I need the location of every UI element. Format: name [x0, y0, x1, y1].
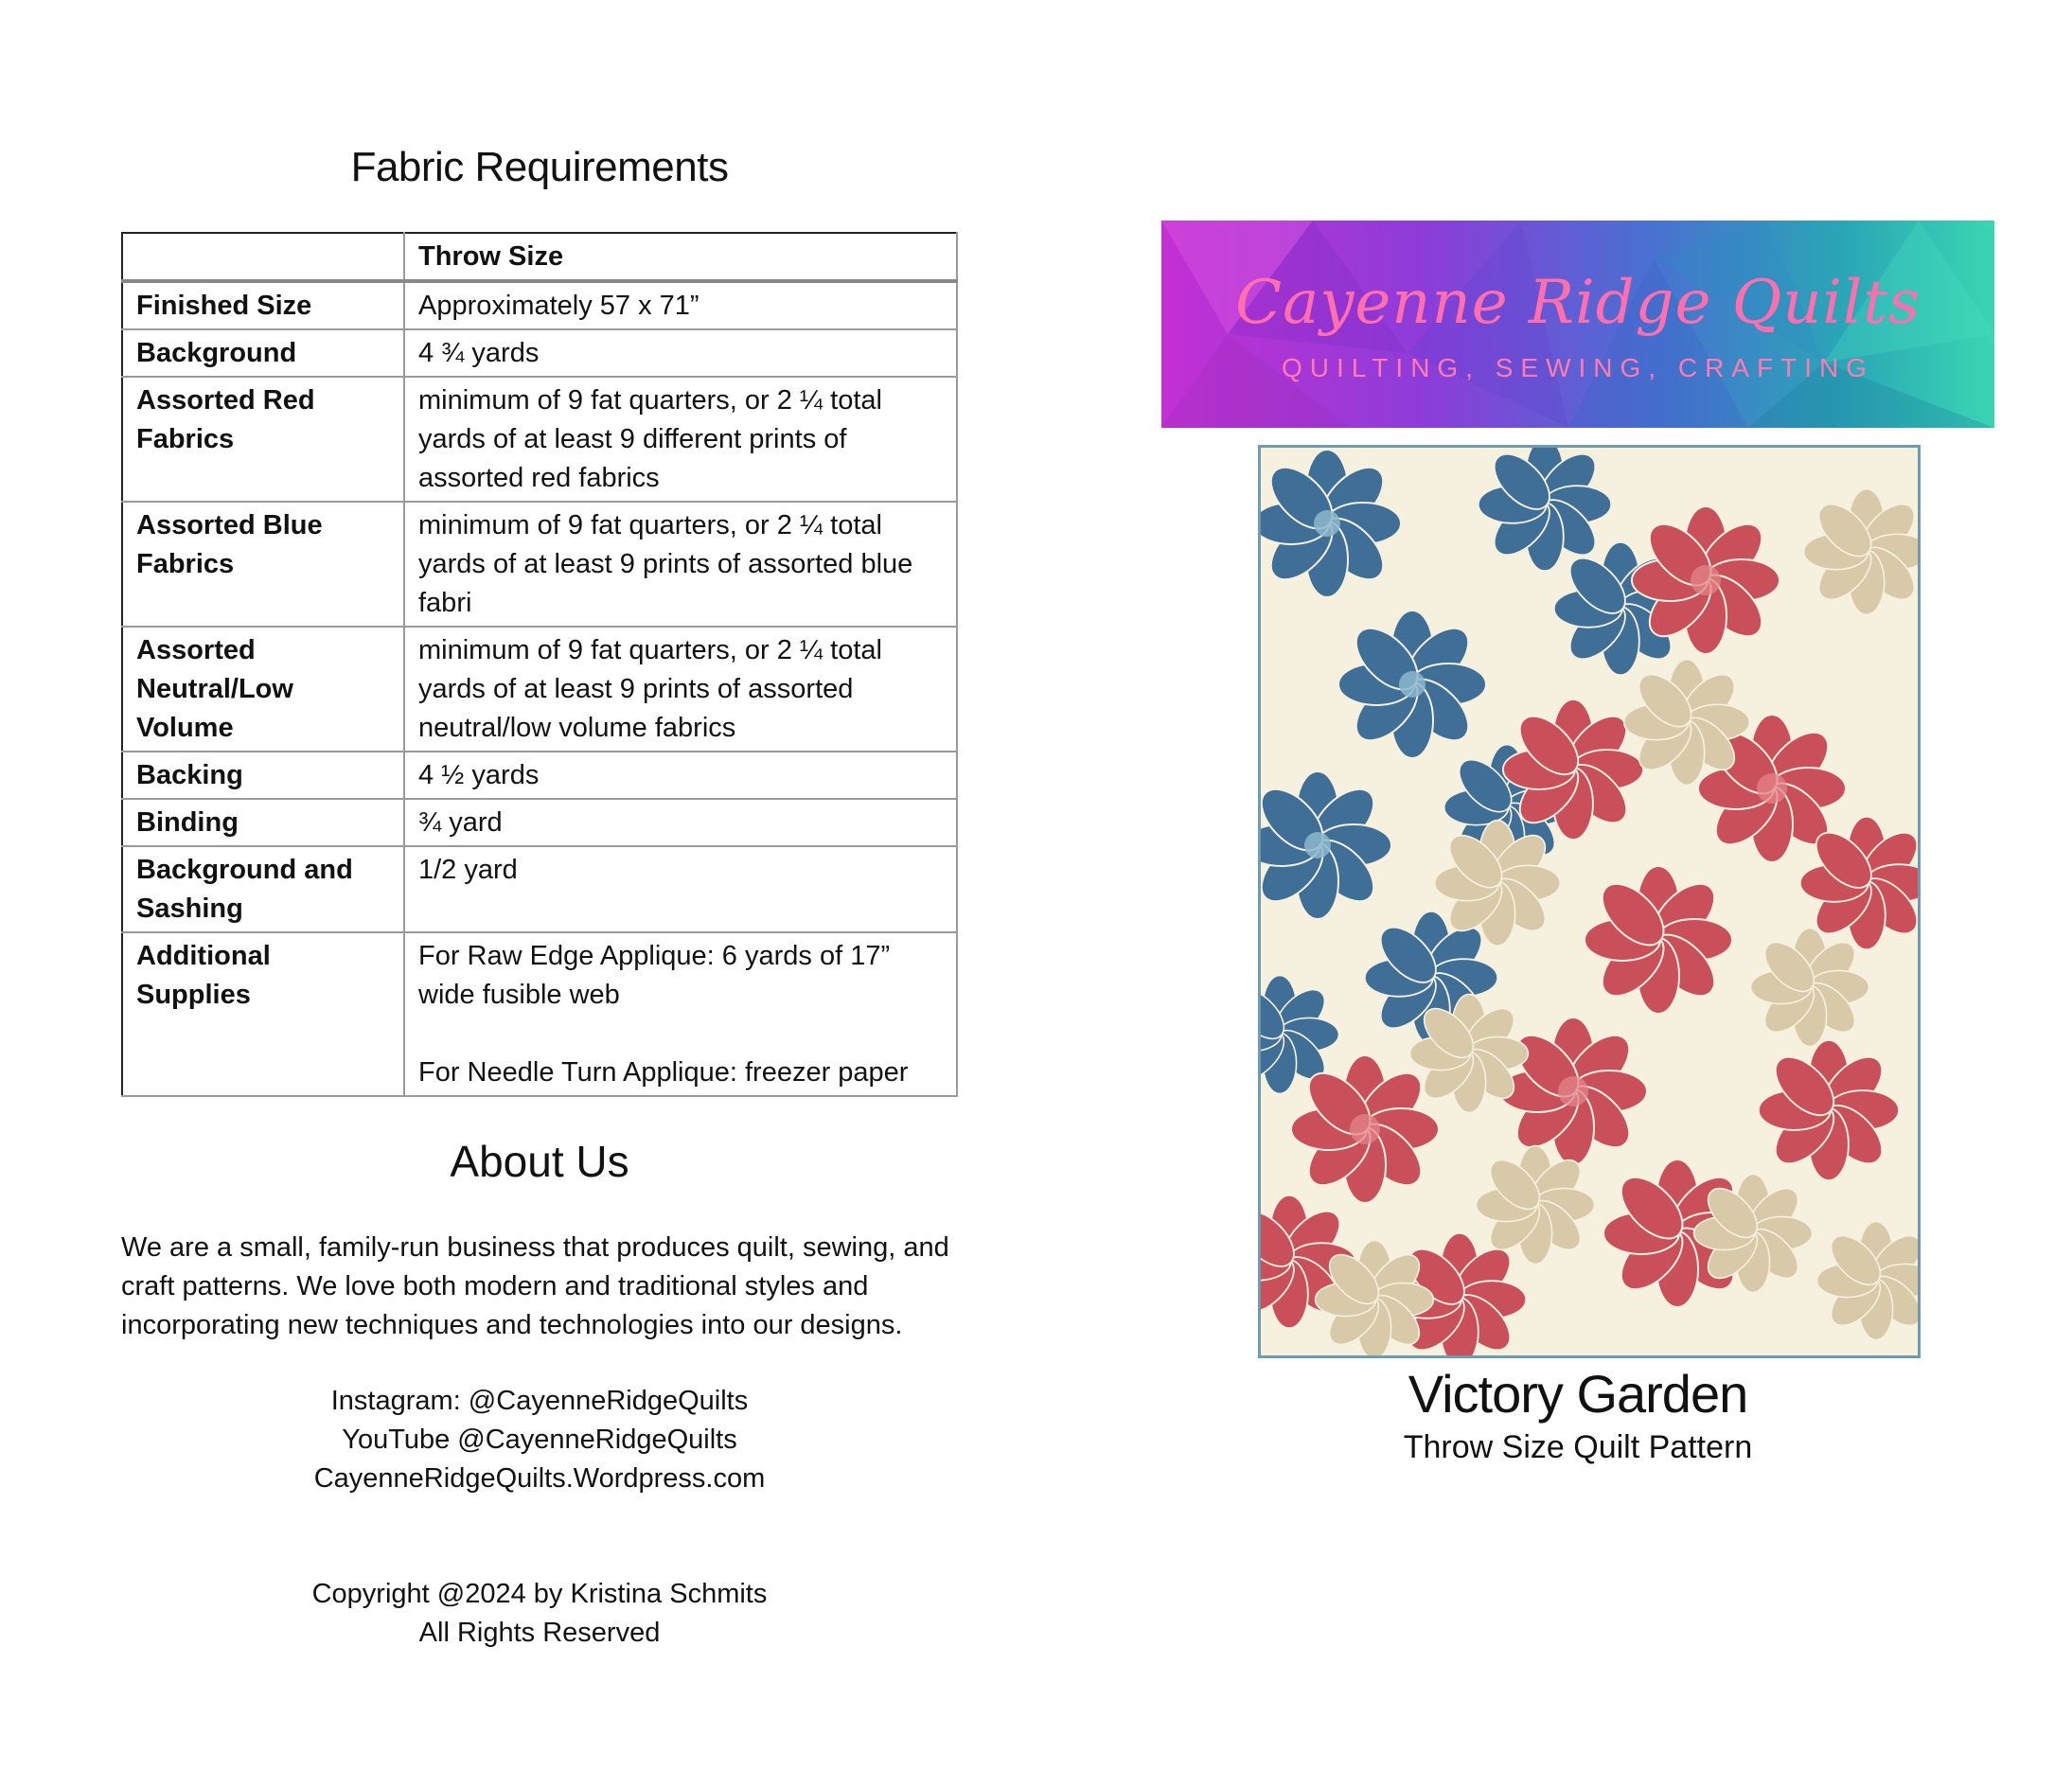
supplies-needle-turn: For Needle Turn Applique: freezer paper: [418, 1057, 909, 1088]
row-value: minimum of 9 fat quarters, or 2 ¼ total yards of at least 9 different prints of assorted red fabrics: [404, 377, 957, 502]
rights-line: All Rights Reserved: [418, 1618, 661, 1648]
table-header-empty: [122, 233, 404, 281]
row-label: Assorted Blue Fabrics: [122, 502, 404, 627]
row-label: Background and Sashing: [122, 846, 404, 932]
fabric-requirements-table: [121, 232, 958, 1097]
pattern-title: Victory Garden: [1408, 1364, 1748, 1424]
row-label: Finished Size: [122, 281, 404, 329]
table-row: [122, 846, 957, 932]
row-value: 4 ¾ yards: [404, 329, 957, 377]
row-label: Assorted Red Fabrics: [122, 377, 404, 502]
supplies-raw-edge: For Raw Edge Applique: 6 yards of 17” wide fusible web: [418, 941, 891, 1010]
row-value: [404, 932, 957, 1096]
table-header-throw-size: Throw Size: [404, 233, 957, 281]
about-us-body: We are a small, family-run business that produces quilt, sewing, and craft patterns. We love both modern and traditional styles and incorporating new techniques and technologies into our designs.: [121, 1232, 949, 1340]
table-row: [122, 752, 957, 799]
pattern-subtitle: Throw Size Quilt Pattern: [1403, 1429, 1753, 1465]
website-link[interactable]: CayenneRidgeQuilts.Wordpress.com: [313, 1463, 766, 1494]
table-row: [122, 502, 957, 627]
instagram-handle: Instagram: @CayenneRidgeQuilts: [330, 1386, 749, 1416]
table-row: [122, 281, 957, 329]
about-us-title: About Us: [450, 1137, 629, 1186]
row-value: minimum of 9 fat quarters, or 2 ¼ total yards of at least 9 prints of assorted blue fabri: [404, 502, 957, 627]
brand-tagline: QUILTING, SEWING, CRAFTING: [1282, 353, 1874, 382]
brand-name: Cayenne Ridge Quilts: [1235, 268, 1921, 338]
row-label: Additional Supplies: [122, 932, 404, 1096]
table-row: [122, 799, 957, 846]
youtube-handle: YouTube @CayenneRidgeQuilts: [342, 1425, 737, 1455]
table-row: [122, 932, 957, 1096]
brand-banner: [1161, 221, 1994, 428]
contact-block: [121, 1382, 958, 1498]
quilt-image: [1258, 445, 1921, 1358]
row-value: Approximately 57 x 71”: [404, 281, 957, 329]
copyright-block: [121, 1575, 958, 1653]
row-label: Background: [122, 329, 404, 377]
row-value: minimum of 9 fat quarters, or 2 ¼ total yards of at least 9 prints of assorted neutral/low volume fabrics: [404, 627, 957, 752]
table-header-row: [122, 233, 957, 281]
table-row: [122, 627, 957, 752]
row-label: Backing: [122, 752, 404, 799]
table-row: [122, 329, 957, 377]
table-row: [122, 377, 957, 502]
row-value: 4 ½ yards: [404, 752, 957, 799]
quilt-illustration: [1261, 448, 1918, 1355]
row-label: Assorted Neutral/Low Volume: [122, 627, 404, 752]
row-value: 1/2 yard: [404, 846, 957, 932]
copyright-line: Copyright @2024 by Kristina Schmits: [311, 1579, 768, 1609]
fabric-requirements-title: Fabric Requirements: [350, 144, 729, 190]
row-value: ¾ yard: [404, 799, 957, 846]
row-label: Binding: [122, 799, 404, 846]
